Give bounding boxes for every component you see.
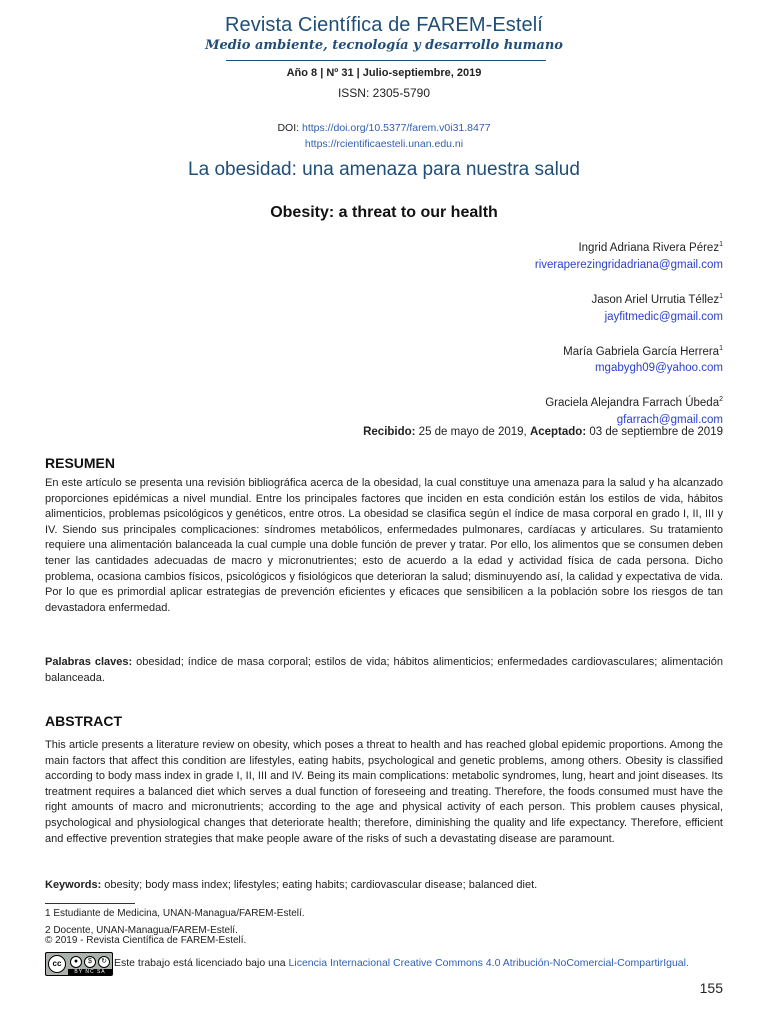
author-email-link[interactable]: riveraperezingridadriana@gmail.com xyxy=(534,258,723,271)
journal-subtitle: Medio ambiente, tecnología y desarrollo humano xyxy=(205,38,563,53)
author-email-link[interactable]: gfarrach@gmail.com xyxy=(616,414,723,427)
received-label: Recibido: xyxy=(363,426,416,438)
author-entry xyxy=(303,236,723,274)
author-name: Graciela Alejandra Farrach Úbeda$^2$ xyxy=(545,396,723,410)
journal-url-link[interactable]: https://rcientificaesteli.unan.edu.ni xyxy=(304,138,464,150)
author-name: Jason Ariel Urrutia Téllez$^1$ xyxy=(591,292,723,306)
footnote-divider xyxy=(45,903,135,904)
footnote-2: 2 Docente, UNAN-Managua/FAREM-Estelí. xyxy=(45,925,238,936)
issn: ISSN: 2305-5790 xyxy=(337,86,431,100)
keywords-list: obesity; body mass index; lifestyles; eating habits; cardiovascular disease; balanced diet. xyxy=(101,879,538,891)
copyright-notice: © 2019 - Revista Científica de FAREM-Estelí. xyxy=(45,935,247,946)
abstract-heading: ABSTRACT xyxy=(45,713,122,729)
by-icon: ● xyxy=(70,956,82,968)
creative-commons-icon[interactable] xyxy=(45,952,113,976)
doi-line xyxy=(0,122,768,134)
keywords xyxy=(45,878,723,894)
issue-info: Año 8 | Nº 31 | Julio-septiembre, 2019 xyxy=(286,67,482,79)
sa-icon: ↻ xyxy=(98,956,110,968)
palabras-claves-label: Palabras claves: xyxy=(45,656,133,668)
received-date: 25 de mayo de 2019, xyxy=(415,426,530,438)
page-number: 155 xyxy=(699,980,723,996)
doi-label: DOI: xyxy=(277,122,302,134)
author-name: María Gabriela García Herrera$^1$ xyxy=(563,344,723,358)
keywords-label: Keywords: xyxy=(45,879,102,891)
doi-link[interactable]: https://doi.org/10.5377/farem.v0i31.8477 xyxy=(301,122,491,134)
author-entry xyxy=(303,288,723,326)
license-notice xyxy=(114,957,689,969)
journal-title: Revista Científica de FAREM-Estelí xyxy=(225,14,543,36)
cc-logo-icon: cc xyxy=(48,955,66,973)
palabras-claves xyxy=(45,655,723,686)
author-list xyxy=(303,236,723,443)
accepted-date: 03 de septiembre de 2019 xyxy=(586,426,723,438)
submission-dates xyxy=(223,426,723,438)
palabras-claves-list: obesidad; índice de masa corporal; estilos de vida; hábitos alimenticios; enfermedades cardiovasculares; alimentación balanceada. xyxy=(45,656,723,684)
article-title-english: Obesity: a threat to our health xyxy=(270,204,498,221)
author-entry xyxy=(303,391,723,429)
author-email-link[interactable]: jayfitmedic@gmail.com xyxy=(604,310,723,323)
author-email-link[interactable]: mgabygh09@yahoo.com xyxy=(594,362,723,375)
footnote-1: 1 Estudiante de Medicina, UNAN-Managua/FAREM-Estelí. xyxy=(45,908,305,919)
header-divider xyxy=(226,60,546,61)
resumen-heading: RESUMEN xyxy=(45,455,116,471)
abstract-text: This article presents a literature review on obesity, which poses a threat to health and has reached global epidemic proportions. Among the main factors that affect this condition are lifestyles, eating habits, psychological and genetic problems, among others. Obesity is classified according to body mass index in grade I, II, III and IV. Being its main complications: metabolic syndromes, lung, heart and joint diseases. Its treatment requires a balanced diet which serves a dual function of foreseeing and treating. Therefore, the foods consumed must have the right amounts of macro and micronutrients; according to the age and physical activity of each person. This problem causes physical, psychological and physiological changes that deteriorate health; therefore, diminishing the quality and life expectancy. Therefore, efficient and effective prevention strategies that make people aware of the risks of such a devastating disease are paramount. xyxy=(45,739,723,845)
license-badge-strip: BY NC SA xyxy=(68,969,112,975)
nc-icon: $ xyxy=(84,956,96,968)
article-title-spanish: La obesidad: una amenaza para nuestra salud xyxy=(188,159,580,180)
license-link[interactable]: Licencia Internacional Creative Commons 4.0 Atribución-NoComercial-CompartirIgual. xyxy=(288,957,689,969)
license-prefix: Este trabajo está licenciado bajo una xyxy=(114,957,289,969)
author-entry xyxy=(303,340,723,378)
resumen-text: En este artículo se presenta una revisión bibliográfica acerca de la obesidad, la cual constituye una amenaza para la salud y ha alcanzado proporciones epidémicas a nivel mundial. Entre los principales factores que inciden en esta condición están los estilos de vida, hábitos alimenticios, problemas psicológicos y genéticos, entre otros. La obesidad se clasifica según el índice de masa corporal en grado I, II, III y IV. Siendo sus principales complicaciones: síndromes metabólicos, enfermedades pulmonares, cardíacas y articulares. Su tratamiento requiere una alimentación balanceada la cual cumple una doble función de prever y tratar. Por ello, los alimentos que se consumen deben tener las cantidades adecuadas de macro y micronutrientes; esto de acuerdo a la edad y actividad física de cada persona. Dicho problema, ocasiona cambios físicos, psicológicos y fisiológicos que deterioran la salud; disminuyendo así, la calidad y expectativa de vida. Por lo que es primordial aplicar estrategias de prevención eficientes y eficaces que sensibilicen a la población sobre los riesgos de tan devastadora enfermedad. xyxy=(45,477,723,614)
author-name: Ingrid Adriana Rivera Pérez$^1$ xyxy=(578,241,723,254)
accepted-label: Aceptado: xyxy=(529,426,587,438)
